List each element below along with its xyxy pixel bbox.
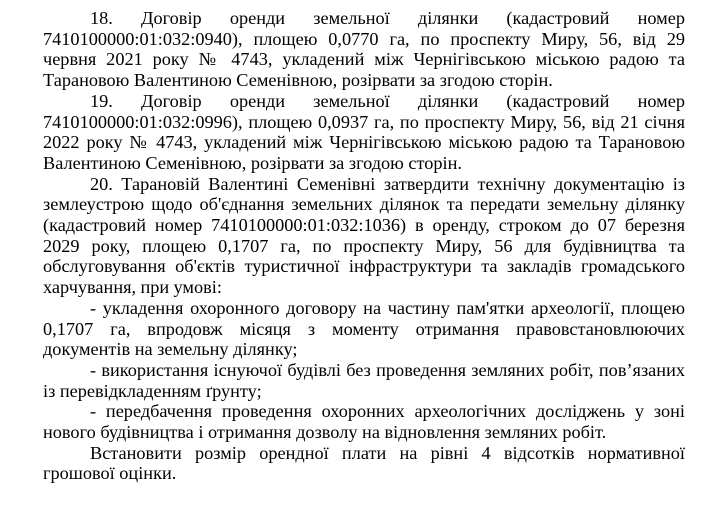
- rent-rate-paragraph: Встановити розмір орендної плати на рівні 4 відсотків нормативної грошової оцінки.: [43, 442, 685, 484]
- paragraph-item-19: 19. Договір оренди земельної ділянки (кадастровий номер 7410100000:01:032:0996), площею 0,0937 га, по проспекту Миру, 56, від 21 січня 2022 року № 4743, укладений між Чернігівською міською радою та Тарановою Валентиною Семенівною, розірвати за згодою сторін.: [43, 90, 685, 173]
- paragraph-item-18: 18. Договір оренди земельної ділянки (кадастровий номер 7410100000:01:032:0940), площею 0,0770 га, по проспекту Миру, 56, від 29 червня 2021 року № 4743, укладений між Чернігівською міською радою та Тарановою Валентиною Семенівною, розірвати за згодою сторін.: [43, 8, 685, 91]
- condition-archaeological-research: - передбачення проведення охоронних археологічних досліджень у зоні нового будівництва і отримання дозволу на відновлення земляних робіт.: [43, 401, 685, 443]
- condition-archaeology-agreement: - укладення охоронного договору на частину пам'ятки археології, площею 0,1707 га, впродовж місяця з моменту отримання правовстановлюючих документів на земельну ділянку;: [43, 297, 685, 360]
- paragraph-item-20: 20. Тарановій Валентині Семенівні затвердити технічну документацію із землеустрою щодо об'єднання земельних ділянок та передати земельну ділянку (кадастровий номер 7410100000:01:032:1036) в оренду, строком до 07 березня 2029 року, площею 0,1707 га, по проспекту Миру, 56 для будівництва та обслуговування об'єктів туристичної інфраструктури та закладів громадського харчування, при умові:: [43, 173, 685, 298]
- condition-existing-building: - використання існуючої будівлі без проведення земляних робіт, пов’язаних із перевідкладенням ґрунту;: [43, 359, 685, 401]
